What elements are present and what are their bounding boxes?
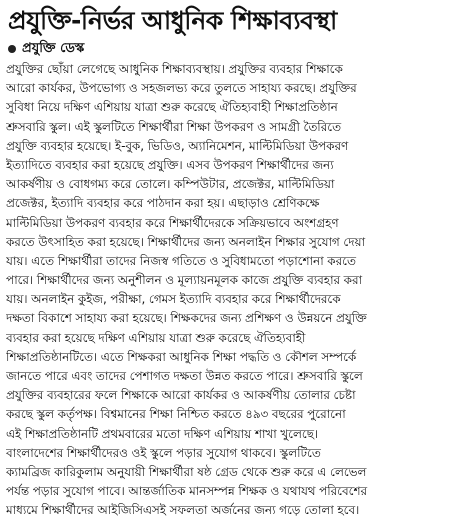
article-line: করতে উৎসাহিত করা হয়েছে। শিক্ষার্থীদের জন্য অনলাইন শিক্ষার সুযোগ দেয়া <box>6 234 365 249</box>
byline <box>8 40 460 58</box>
article-line: বাংলাদেশের শিক্ষার্থীদেরও ওই স্কুলে পড়ার সুযোগ থাকবে। স্কুলটিতে <box>6 445 321 460</box>
article-line: প্রযুক্তির ছোঁয়া লেগেছে আধুনিক শিক্ষাব্যবস্থায়। প্রযুক্তির ব্যবহার শিক্ষাকে <box>6 62 343 76</box>
article-line: আকর্ষণীয় ও বোধগম্য করে তোলে। কম্পিউটার, প্রজেক্টর, মাল্টিমিডিয়া <box>6 177 335 192</box>
article-line: শ্রুসবারি স্কুল। এই স্কুলটিতে শিক্ষার্থীরা শিক্ষা উপকরণ ও সামগ্রী তৈরিতে <box>6 119 342 134</box>
article-line: জানতে পারে এবং তাদের পেশাগত দক্ষতা উন্নত করতে পারে। শ্রুসবারি স্কুলে <box>6 369 363 383</box>
article-headline: প্রযুক্তি-নির্ভর আধুনিক শিক্ষাব্যবস্থা <box>8 6 337 35</box>
article-line: ক্যামব্রিজ কারিকুলাম অনুযায়ী শিক্ষার্থীরা ষষ্ঠ গ্রেড থেকে শুরু করে এ লেভেল <box>6 464 367 479</box>
article-line: যায়। এতে শিক্ষার্থীরা তাদের নিজস্ব গতিতে ও সুবিধামতো পড়াশোনা করতে <box>6 253 356 268</box>
article-line: পর্যন্ত পড়ার সুযোগ পাবে। আন্তর্জাতিক মানসম্পন্ন শিক্ষক ও যথাযথ পরিবেশের <box>6 484 367 499</box>
article-line: এই শিক্ষাপ্রতিষ্ঠানটি প্রথমবারের মতো দক্ষিণ এশিয়ায় শাখা খুলেছে। <box>6 426 319 441</box>
article-line: মাল্টিমিডিয়া উপকরণ ব্যবহার করে শিক্ষার্থীদেরকে সক্রিয়ভাবে অংশগ্রহণ <box>6 215 339 230</box>
article-line: আরো কার্যকর, উপভোগ্য ও সহজলভ্য করে তুলতে সাহায্য করছে। প্রযুক্তির <box>6 81 357 96</box>
article-line: শিক্ষাপ্রতিষ্ঠানটিতে। এতে শিক্ষকরা আধুনিক শিক্ষা পদ্ধতি ও কৌশল সম্পর্কে <box>6 349 357 364</box>
article-line: প্রযুক্তির ব্যবহারের ফলে শিক্ষাকে আরো কার্যকর ও আকর্ষণীয় তোলার চেষ্টা <box>6 388 356 403</box>
article-line: ইত্যাদিতে ব্যবহার করা হয়েছে প্রযুক্তি। এসব উপকরণ শিক্ষার্থীদের জন্য <box>6 157 334 172</box>
article-line: পারে। শিক্ষার্থীদের জন্য অনুশীলন ও মূল্যায়নমূলক কাজে প্রযুক্তি ব্যবহার করা <box>6 273 362 288</box>
byline-text: প্রযুক্তি ডেস্ক <box>22 41 85 56</box>
article-line: প্রজেক্টর, ইত্যাদি ব্যবহার করে পাঠদান করা হয়। এছাড়াও শ্রেণিকক্ষে <box>6 196 320 211</box>
article-line: দক্ষতা বিকাশে সাহায্য করা হয়েছে। শিক্ষকদের জন্য প্রশিক্ষণ ও উন্নয়নে প্রযুক্তি <box>6 311 367 326</box>
article-line: সুবিধা নিয়ে দক্ষিণ এশিয়ায় যাত্রা শুরু করেছে ঐতিহ্যবাহী শিক্ষাপ্রতিষ্ঠান <box>6 100 338 115</box>
article-line: করছে স্কুল কর্তৃপক্ষ। বিশ্বমানের শিক্ষা নিশ্চিত করতে ৪৯৩ বছরের পুরোনো <box>6 407 346 422</box>
article-line: মাধ্যমে শিক্ষার্থীদের আইজিসিএসই সফলতা অর্জনের জন্য গড়ে তোলা হবে। <box>6 503 360 518</box>
article-body <box>6 60 460 521</box>
bullet-icon <box>8 45 16 53</box>
article-line: যায়। অনলাইন কুইজ, পরীক্ষা, গেমস ইত্যাদি ব্যবহার করে শিক্ষার্থীদেরকে <box>6 292 341 307</box>
article-line: প্রযুক্তি ব্যবহার হয়েছে। ই-বুক, ভিডিও, অ্যানিমেশন, মাল্টিমিডিয়া উপকরণ <box>6 138 349 153</box>
article-line: ব্যবহার করা হয়েছে দক্ষিণ এশিয়ায় যাত্রা শুরু করেছে ঐতিহ্যবাহী <box>6 330 306 345</box>
